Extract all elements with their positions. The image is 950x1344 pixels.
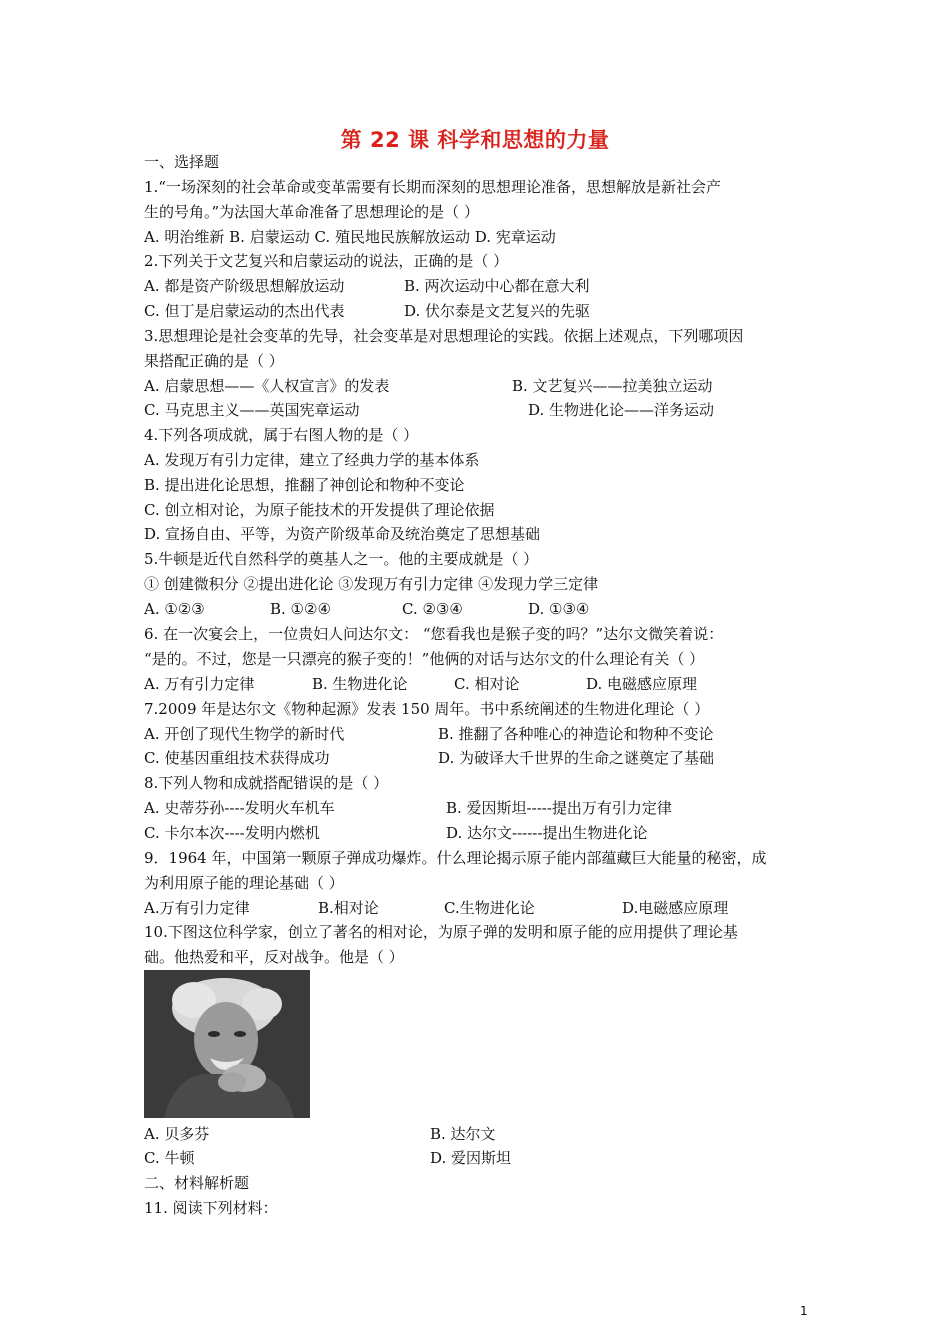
option-a: A. 贝多芬 <box>144 1125 210 1143</box>
option-d: D. 电磁感应原理 <box>586 675 698 693</box>
option-b: B. 提出进化论思想，推翻了神创论和物种不变论 <box>144 476 465 494</box>
option-a: A. 开创了现代生物学的新时代 <box>144 725 345 743</box>
option-d: D. 为破译大千世界的生命之谜奠定了基础 <box>438 749 715 767</box>
option-d: D. 宣扬自由、平等，为资产阶级革命及统治奠定了思想基础 <box>144 525 541 543</box>
question-items: ① 创建微积分 ②提出进化论 ③发现万有引力定律 ④发现力学三定律 <box>144 575 599 593</box>
option-d: D.电磁感应原理 <box>622 899 729 917</box>
option-b: B. ①②④ <box>270 600 331 618</box>
option-a: A. 万有引力定律 <box>144 675 255 693</box>
question-text: 6. 在一次宴会上，一位贵妇人问达尔文： “您看我也是猴子变的吗？”达尔文微笑着说： <box>144 625 724 643</box>
option-c: C. 但丁是启蒙运动的杰出代表 <box>144 302 345 320</box>
option-c: C. ②③④ <box>402 600 463 618</box>
option-b: B.相对论 <box>318 899 379 917</box>
option-b: B. 文艺复兴——拉美独立运动 <box>512 377 713 395</box>
section-heading-choice: 一、选择题 <box>144 153 220 171</box>
question-text: 果搭配正确的是（ ） <box>144 352 284 370</box>
option-b: B. 爱因斯坦-----提出万有引力定律 <box>446 799 672 817</box>
option-c: C. 卡尔本次----发明内燃机 <box>144 824 320 842</box>
option-c: C. 创立相对论，为原子能技术的开发提供了理论依据 <box>144 501 495 519</box>
option-a: A. ①②③ <box>144 600 205 618</box>
option-c: C. 马克思主义——英国宪章运动 <box>144 401 360 419</box>
option-a: A.万有引力定律 <box>144 899 250 917</box>
option-b: B. 达尔文 <box>430 1125 496 1143</box>
page-number: 1 <box>800 1304 808 1318</box>
question-text: 8.下列人物和成就搭配错误的是（ ） <box>144 774 389 792</box>
option-a: A. 史蒂芬孙----发明火车机车 <box>144 799 335 817</box>
question-text: 4.下列各项成就，属于右图人物的是（ ） <box>144 426 419 444</box>
question-options: A. 明治维新 B. 启蒙运动 C. 殖民地民族解放运动 D. 宪章运动 <box>144 228 556 246</box>
option-d: D. 爱因斯坦 <box>430 1149 512 1167</box>
option-c: C. 相对论 <box>454 675 520 693</box>
option-a: A. 都是资产阶级思想解放运动 <box>144 277 345 295</box>
option-d: D. 伏尔泰是文艺复兴的先驱 <box>404 302 591 320</box>
question-text: 9．1964 年，中国第一颗原子弹成功爆炸。什么理论揭示原子能内部蕴藏巨大能量的秘密，成 <box>144 849 767 867</box>
question-text: 为利用原子能的理论基础（ ） <box>144 874 344 892</box>
option-a: A. 发现万有引力定律，建立了经典力学的基本体系 <box>144 451 480 469</box>
page-title: 第 22 课 科学和思想的力量 <box>340 128 610 152</box>
question-text: “是的。不过，您是一只漂亮的猴子变的！”他俩的对话与达尔文的什么理论有关（ ） <box>144 650 705 668</box>
question-text: 5.牛顿是近代自然科学的奠基人之一。他的主要成就是（ ） <box>144 550 539 568</box>
option-d: D. 生物进化论——洋务运动 <box>528 401 715 419</box>
question-text: 础。他热爱和平，反对战争。他是（ ） <box>144 948 404 966</box>
question-text: 生的号角。”为法国大革命准备了思想理论的是（ ） <box>144 203 479 221</box>
option-a: A. 启蒙思想——《人权宣言》的发表 <box>144 377 390 395</box>
option-d: D. ①③④ <box>528 600 590 618</box>
option-b: B. 推翻了各种唯心的神造论和物种不变论 <box>438 725 714 743</box>
option-d: D. 达尔文------提出生物进化论 <box>446 824 648 842</box>
question-text: 11. 阅读下列材料： <box>144 1199 278 1217</box>
section-heading-material: 二、材料解析题 <box>144 1174 250 1192</box>
option-c: C.生物进化论 <box>444 899 535 917</box>
question-text: 1.“一场深刻的社会革命或变革需要有长期而深刻的思想理论准备，思想解放是新社会产 <box>144 178 721 196</box>
option-b: B. 生物进化论 <box>312 675 408 693</box>
question-text: 2.下列关于文艺复兴和启蒙运动的说法，正确的是（ ） <box>144 252 509 270</box>
option-c: C. 牛顿 <box>144 1149 195 1167</box>
option-c: C. 使基因重组技术获得成功 <box>144 749 330 767</box>
question-text: 7.2009 年是达尔文《物种起源》发表 150 周年。书中系统阐述的生物进化理论（ ） <box>144 700 710 718</box>
question-text: 3.思想理论是社会变革的先导，社会变革是对思想理论的实践。依据上述观点，下列哪项因 <box>144 327 744 345</box>
option-b: B. 两次运动中心都在意大利 <box>404 277 590 295</box>
portrait-photo <box>144 970 310 1118</box>
question-text: 10.下图这位科学家，创立了著名的相对论，为原子弹的发明和原子能的应用提供了理论基 <box>144 923 738 941</box>
